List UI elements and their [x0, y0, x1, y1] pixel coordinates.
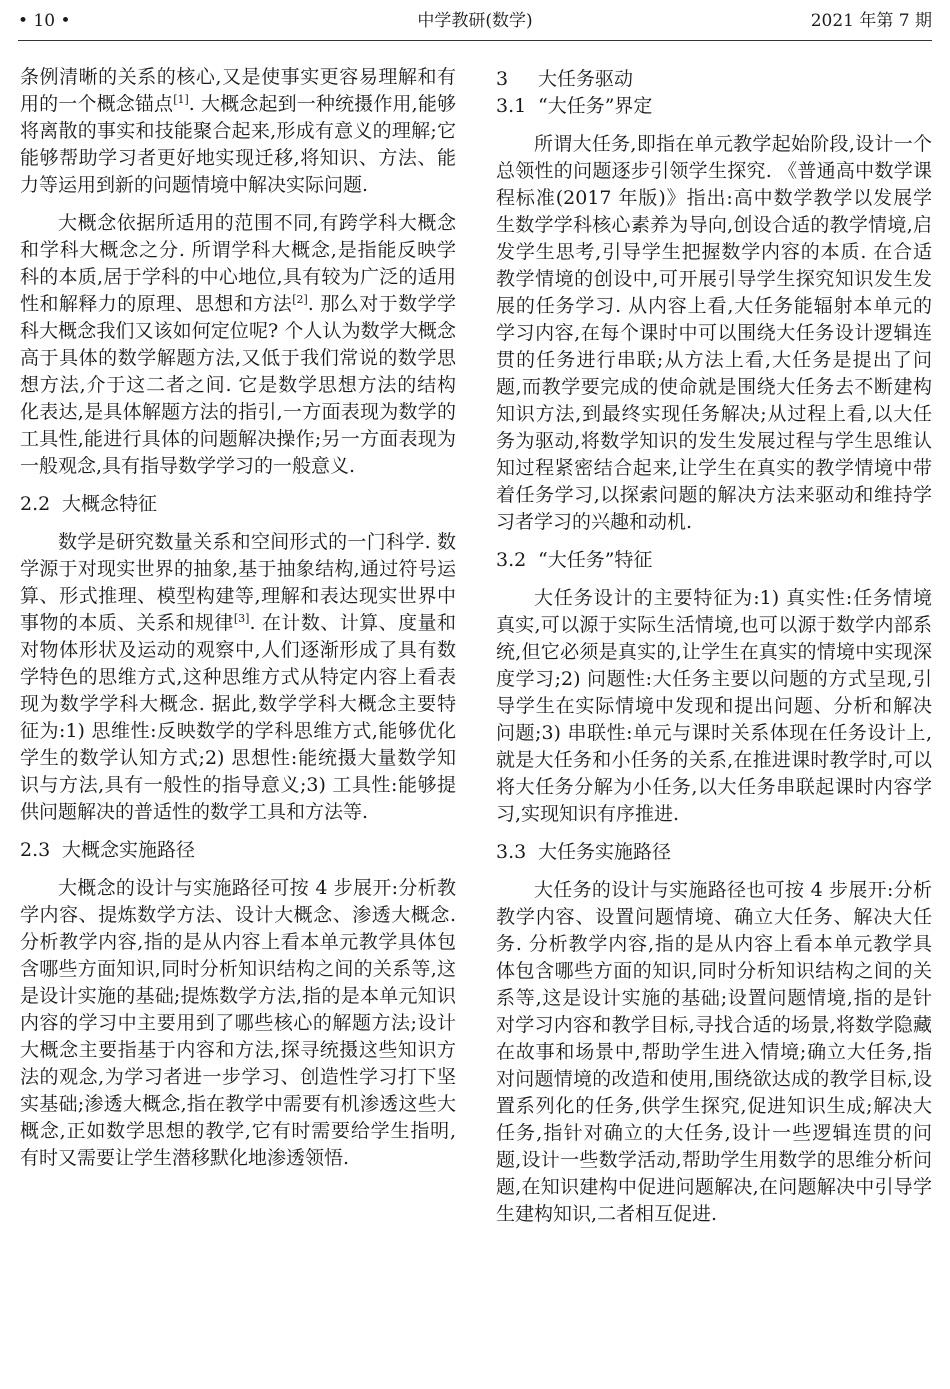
header-rule	[18, 40, 932, 41]
paragraph: 所谓大任务,即指在单元教学起始阶段,设计一个总领性的问题逐步引领学生探究. 《普通高中数学课程标准(2017 年版)》指出:高中数学教学以发展学生数学学科核心素养为导向,创设合适的教学情境,启发学生思考,引导学生把握数学内容的本质. 在合适教学情境的创设中,可开展引导学生探究知识发生发展的任务学习. 从内容上看,大任务能辐射本单元的学习内容,在每个课时中可以围绕大任务设计逻辑连贯的任务进行串联;从方法上看,大任务是提出了问题,而教学要完成的使命就是围绕大任务去不断建构知识方法,到最终实现任务解决;从过程上看,以大任务为驱动,将数学知识的发生发展过程与学生思维认知过程紧密结合起来,让学生在真实的教学情境中带着任务学习,以探索问题的解决方法来驱动和维持学习者学习的兴趣和动机.	[496, 133, 932, 533]
section-heading-3-3: 3.3 大任务实施路径	[496, 841, 672, 863]
paragraph: 大任务设计的主要特征为:1) 真实性:任务情境真实,可以源于实际生活情境,也可以源于数学内部系统,但它必须是真实的,让学生在真实的情境中实现深度学习;2) 问题性:大任务主要以问题的方式呈现,引导学生在实际情境中发现和提出问题、分析和解决问题;3) 串联性:单元与课时关系体现在任务设计上,就是大任务和小任务的关系,在推进课时教学时,可以将大任务分解为小任务,以大任务串联起课时内容学习,实现知识有序推进.	[496, 587, 932, 825]
section-heading-2-3: 2.3 大概念实施路径	[20, 839, 196, 861]
paragraph: 数学是研究数量关系和空间形式的一门科学. 数学源于对现实世界的抽象,基于抽象结构,通过符号运算、形式推理、模型构建等,理解和表达现实世界中事物的本质、关系和规律[3]. 在计数、计算、度量和对物体形状及运动的观察中,人们逐渐形成了具有数学特色的思维方式,这种思维方式从特定内容上看表现为数学学科大概念. 据此,数学学科大概念主要特征为:1) 思维性:反映数学的学科思维方式,能够优化学生的数学认知方式;2) 思想性:能统摄大量数学知识与方法,具有一般性的指导意义;3) 工具性:能够提供问题解决的普适性的数学工具和方法等.	[20, 531, 456, 823]
paragraph: 条例清晰的关系的核心,又是使事实更容易理解和有用的一个概念锚点[1]. 大概念起到一种统摄作用,能够将离散的事实和技能聚合起来,形成有意义的理解;它能够帮助学习者更好地实现迁移,将知识、方法、能力等运用到新的问题情境中解决实际问题.	[20, 66, 456, 196]
section-heading-3-2: 3.2 “大任务”特征	[496, 549, 653, 571]
section-heading-2-2: 2.2 大概念特征	[20, 493, 158, 515]
paragraph: 大概念的设计与实施路径可按 4 步展开:分析教学内容、提炼数学方法、设计大概念、渗透大概念. 分析教学内容,指的是从内容上看本单元教学具体包含哪些方面知识,同时分析知识结构之间的关系等,这是设计实施的基础;提炼数学方法,指的是本单元知识内容的学习中主要用到了哪些核心的解题方法;设计大概念主要指基于内容和方法,探寻统摄这些知识方法的观念,为学习者进一步学习、创造性学习打下坚实基础;渗透大概念,指在教学中需要有机渗透这些大概念,正如数学思想的教学,它有时需要给学生指明,有时又需要让学生潜移默化地渗透领悟.	[20, 877, 456, 1169]
section-heading-3-1: 3.1 “大任务”界定	[496, 95, 653, 117]
journal-title: 中学教研(数学)	[417, 11, 533, 31]
paragraph: 大任务的设计与实施路径也可按 4 步展开:分析教学内容、设置问题情境、确立大任务、解决大任务. 分析教学内容,指的是从内容上看本单元教学具体包含哪些方面的知识,同时分析知识结构之间的关系等,这是设计实施的基础;设置问题情境,指的是针对学习内容和教学目标,寻找合适的场景,将数学隐藏在故事和场景中,帮助学生进入情境;确立大任务,指对问题情境的改造和使用,围绕欲达成的教学目标,设置系列化的任务,供学生探究,促进知识生成;解决大任务,指针对确立的大任务,设计一些逻辑连贯的问题,设计一些数学活动,帮助学生用数学的思维分析问题,在知识建构中促进问题解决,在问题解决中引导学生建构知识,二者相互促进.	[496, 879, 932, 1225]
left-column	[20, 64, 456, 1183]
right-column	[496, 66, 932, 1239]
page-number: • 10 •	[18, 11, 71, 31]
issue-label: 2021 年第 7 期	[810, 11, 932, 31]
running-header	[18, 6, 932, 36]
paragraph: 大概念依据所适用的范围不同,有跨学科大概念和学科大概念之分. 所谓学科大概念,是指能反映学科的本质,居于学科的中心地位,具有较为广泛的适用性和解释力的原理、思想和方法[2]. 那么对于数学学科大概念我们又该如何定位呢? 个人认为数学大概念高于具体的数学解题方法,又低于我们常说的数学思想方法,介于这二者之间. 它是数学思想方法的结构化表达,是具体解题方法的指引,一方面表现为数学的工具性,能进行具体的问题解决操作;另一方面表现为一般观念,具有指导数学学习的一般意义.	[20, 212, 456, 477]
citation-ref: [2]	[292, 293, 308, 306]
citation-ref: [3]	[233, 612, 250, 625]
section-heading-3: 3 大任务驱动	[496, 68, 634, 90]
citation-ref: [1]	[173, 93, 189, 106]
